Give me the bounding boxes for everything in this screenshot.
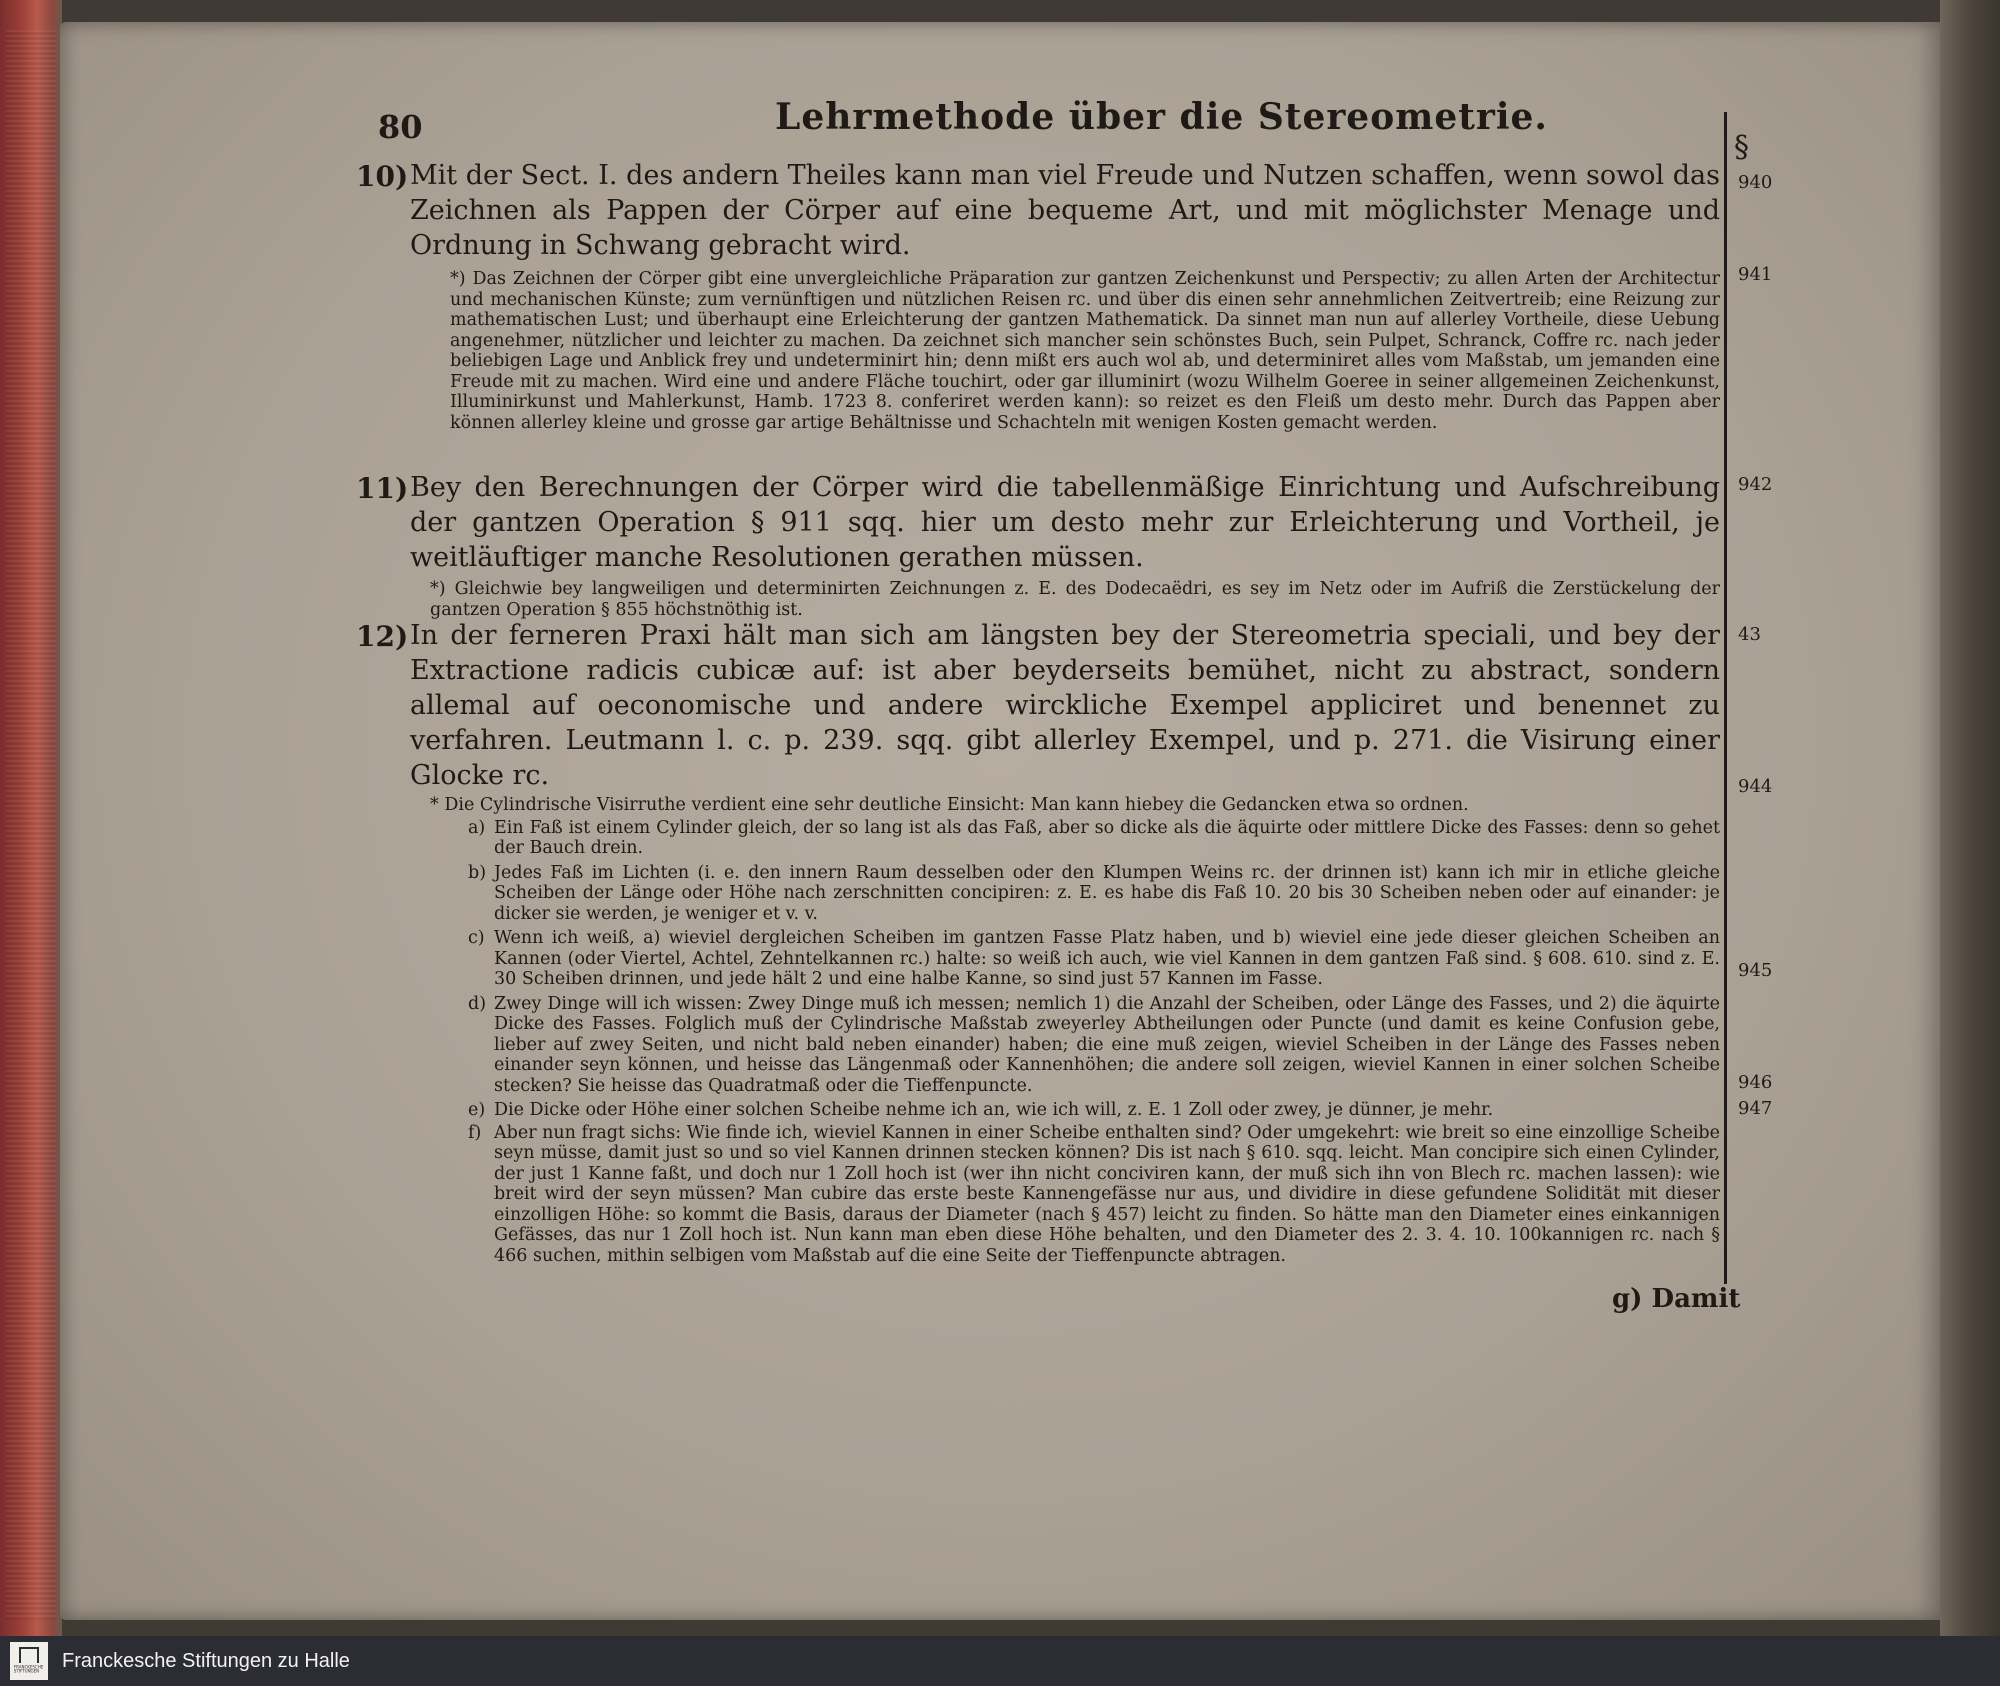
sub-letter: d) xyxy=(468,993,487,1014)
item-text: Mit der Sect. I. des andern Theiles kann man viel Freude und Nutzen schaffen, wenn sowol das Zeichnen als Pappen der Cörper auf eine bequeme Art, und mit möglichster Menage und Ordnung in Schwang gebracht wird. xyxy=(410,160,1720,261)
list-item xyxy=(468,1122,1720,1267)
margin-number: 944 xyxy=(1738,776,1773,797)
logo-mark-icon xyxy=(19,1647,39,1663)
list-item xyxy=(468,993,1720,1097)
margin-number: 940 xyxy=(1738,172,1773,193)
page-number: 80 xyxy=(378,108,423,146)
item-text: In der ferneren Praxi hält man sich am längsten bey der Stereometria speciali, und bey der Extractione radicis cubicæ auf: ist aber beyderseits bemühet, nicht zu abstract, sondern allemal auf oeconomische und andere wirckliche Exempel appliciret und benennet zu verfahren. Leutmann l. c. p. 239. sqq. gibt allerley Exempel, und p. 271. die Visirung einer Glocke rc. xyxy=(410,620,1720,791)
margin-number: 945 xyxy=(1738,960,1773,981)
margin-number: 942 xyxy=(1738,474,1773,495)
sub-text: Die Dicke oder Höhe einer solchen Scheibe nehme ich an, wie ich will, z. E. 1 Zoll oder zwey, je dünner, je mehr. xyxy=(494,1100,1494,1120)
book-page-edges xyxy=(0,0,62,1636)
sub-text: Zwey Dinge will ich wissen: Zwey Dinge muß ich messen; nemlich 1) die Anzahl der Scheiben, oder Länge des Fasses, und 2) die äquirte Dicke des Fasses. Folglich muß der Cylindrische Maßstab zweyerley Abtheilungen oder Puncte (und damit es keine Confusion gebe, lieber auf zwey Seiten, und nicht bald neben einander) haben; die eine muß zeigen, wieviel Scheiben in der Länge des Fasses neben einander seyn können, und heisse das Längenmaß oder Kannenhöhen; die andere soll zeigen, wieviel Kannen in einer solchen Scheibe stecken? Sie heisse das Quadratmaß oder die Tieffenpuncte. xyxy=(494,993,1720,1096)
sub-letter: e) xyxy=(468,1100,486,1120)
sub-text: Jedes Faß im Lichten (i. e. den innern Raum desselben oder den Klumpen Weins rc. der drinnen ist) kann ich mir in etliche gleiche Scheiben der Länge oder Höhe nach zerschnitten concipiren: z. E. es habe dis Faß 10. 20 bis 30 Scheiben neben oder auf einander: je dicker sie werden, je weniger et v. v. xyxy=(494,862,1720,924)
sub-text: Aber nun fragt sichs: Wie finde ich, wieviel Kannen in einer Scheibe enthalten sind? Oder umgekehrt: wie breit so eine einzollige Scheibe seyn müsse, damit just so und so viel Kannen drinnen stecken können? Dis ist nach § 610. sqq. leicht. Man concipire sich einen Cylinder, der just 1 Kanne faßt, und doch nur 1 Zoll hoch ist (wer ihn nicht conciviren kann, der muß sich ihn von Blech rc. machen lassen): wie breit wird der seyn müssen? Man cubire das erste beste Kannengefässe nur aus, und dividire in diese gefundene Solidität mit dieser einzolligen Höhe: so kommt die Basis, daraus der Diameter (nach § 457) leicht zu finden. So hätte man den Diameter eines einkannigen Gefässes, das nur 1 Zoll hoch ist. Nun kann man eben diese Höhe behalten, und den Diameter des 2. 3. 4. 10. 100kannigen rc. nach § 466 suchen, mithin selbigen vom Maßstab auf die eine Seite der Tieffenpuncte abtragen. xyxy=(494,1122,1720,1266)
list-item xyxy=(468,1100,1720,1121)
margin-number: 941 xyxy=(1738,264,1773,285)
margin-number: 43 xyxy=(1738,624,1761,645)
list-item xyxy=(468,817,1720,859)
margin-number: 946 xyxy=(1738,1072,1773,1093)
numbered-item xyxy=(358,470,1720,575)
catchword: g) Damit xyxy=(1612,1284,1741,1314)
logo-text: FRANCKESCHE STIFTUNGEN xyxy=(13,1665,44,1674)
sub-letter: a) xyxy=(468,817,486,838)
section-symbol: § xyxy=(1734,130,1749,165)
footer-bar xyxy=(0,1636,2000,1686)
sub-list xyxy=(468,817,1720,1267)
page-edge-texture xyxy=(6,30,56,1620)
sub-letter: c) xyxy=(468,928,485,948)
paragraph-11 xyxy=(358,470,1720,620)
numbered-item xyxy=(358,158,1720,263)
numbered-item xyxy=(358,618,1720,793)
footnote: *) Gleichwie bey langweiligen und determinirten Zeichnungen z. E. des Dodecaëdri, es sey im Netz oder im Aufriß die Zerstückelung der gantzen Operation § 855 höchstnöthig ist. xyxy=(430,579,1720,620)
item-text: Bey den Berechnungen der Cörper wird die tabellenmäßige Einrichtung und Aufschreibung der gantzen Operation § 911 sqq. hier um desto mehr zur Erleichterung und Vortheil, je weitläuftiger manche Resolutionen gerathen müssen. xyxy=(410,472,1720,573)
paragraph-12 xyxy=(358,618,1720,1266)
margin-rule xyxy=(1724,112,1727,1284)
facing-page-shadow xyxy=(1940,0,2000,1636)
item-number: 11) xyxy=(356,472,409,505)
item-number: 12) xyxy=(356,620,409,653)
institution-name[interactable]: Franckesche Stiftungen zu Halle xyxy=(62,1649,350,1672)
list-item xyxy=(468,928,1720,990)
sub-letter: b) xyxy=(468,862,487,883)
sub-letter: f) xyxy=(468,1122,482,1143)
paragraph-10 xyxy=(358,158,1720,433)
sub-text: Ein Faß ist einem Cylinder gleich, der so lang ist als das Faß, aber so dicke als die äquirte oder mittlere Dicke des Fasses: denn so gehet der Bauch drein. xyxy=(494,817,1720,858)
footnote: *) Das Zeichnen der Cörper gibt eine unvergleichliche Präparation zur gantzen Zeichenkunst und Perspectiv; zu allen Arten der Architectur und mechanischen Künste; zum vernünftigen und nützlichen Reisen rc. und über dis einen sehr annehmlichen Zeitvertreib; eine Reizung zur mathematischen Lust; und überhaupt eine Erleichterung der gantzen Mathematick. Da sinnet man nun auf allerley Vortheile, diese Uebung angenehmer, nützlicher und leichter zu machen. Da zeichnet sich mancher sein schönstes Buch, sein Pulpet, Schranck, Coffre rc. nach jeder beliebigen Lage und Anblick frey und undeterminirt hin; denn mißt ers auch wol ab, und determiniret alles vom Maßstab, um jemanden eine Freude mit zu machen. Wird eine und andere Fläche touchirt, oder gar illuminirt (wozu Wilhelm Goeree in seiner allgemeinen Zeichenkunst, Illuminirkunst und Mahlerkunst, Hamb. 1723 8. conferiret werden kann): so reizet es den Fleiß um desto mehr. Durch das Pappen aber können allerley kleine und grosse gar artige Behältnisse und Schachteln mit wenigen Kosten gemacht werden. xyxy=(450,269,1720,433)
institution-logo[interactable] xyxy=(10,1642,48,1680)
footnote: * Die Cylindrische Visirruthe verdient eine sehr deutliche Einsicht: Man kann hiebey die Gedancken etwa so ordnen. xyxy=(430,795,1469,815)
list-item xyxy=(468,862,1720,925)
margin-number: 947 xyxy=(1738,1098,1773,1119)
sub-text: Wenn ich weiß, a) wieviel dergleichen Scheiben im gantzen Fasse Platz haben, und b) wieviel eine jede dieser gleichen Scheiben an Kannen (oder Viertel, Achtel, Zehntelkannen rc.) halte: so weiß ich auch, wie viel Kannen in dem gantzen Faß sind. § 608. 610. sind z. E. 30 Scheiben drinnen, und jede hält 2 und eine halbe Kanne, so sind just 57 Kannen im Fasse. xyxy=(494,928,1720,989)
running-title: Lehrmethode über die Stereometrie. xyxy=(775,96,1548,138)
item-number: 10) xyxy=(356,160,409,193)
